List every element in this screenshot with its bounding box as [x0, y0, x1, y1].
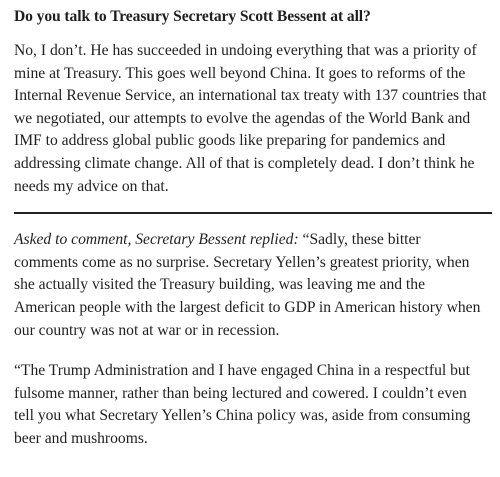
paragraph-gap: [14, 342, 488, 360]
section-divider: [14, 212, 492, 214]
response-quote-2: “The Trump Administration and I have engaged China in a respectful but fulsome manner, rather than being lectured and cowered. I couldn’t even tell you what Secretary Yellen’s China policy was, aside from consuming beer and mushrooms.: [14, 362, 471, 447]
response-lead: Asked to comment, Secretary Bessent replied:: [14, 231, 299, 249]
interview-answer: No, I don’t. He has succeeded in undoing everything that was a priority of mine at Treasury. This goes well beyond China. It goes to reforms of the Internal Revenue Service, an international tax treaty with 137 countries that we negotiated, our attempts to evolve the agendas of the World Bank and IMF to address global public goods like preparing for pandemics and addressing climate change. All of that is completely dead. I don’t think he needs my advice on that.: [14, 42, 487, 195]
article-excerpt: [14, 6, 488, 451]
interview-question: Do you talk to Treasury Secretary Scott Bessent at all?: [14, 8, 371, 25]
response-paragraph-1: [14, 229, 488, 342]
response-quote-1: “Sadly, these bitter comments come as no surprise. Secretary Yellen’s greatest priority, when she actually visited the Treasury building, was leaving me and the American people with the largest deficit to GDP in American history when our country was not at war or in recession.: [14, 231, 481, 339]
